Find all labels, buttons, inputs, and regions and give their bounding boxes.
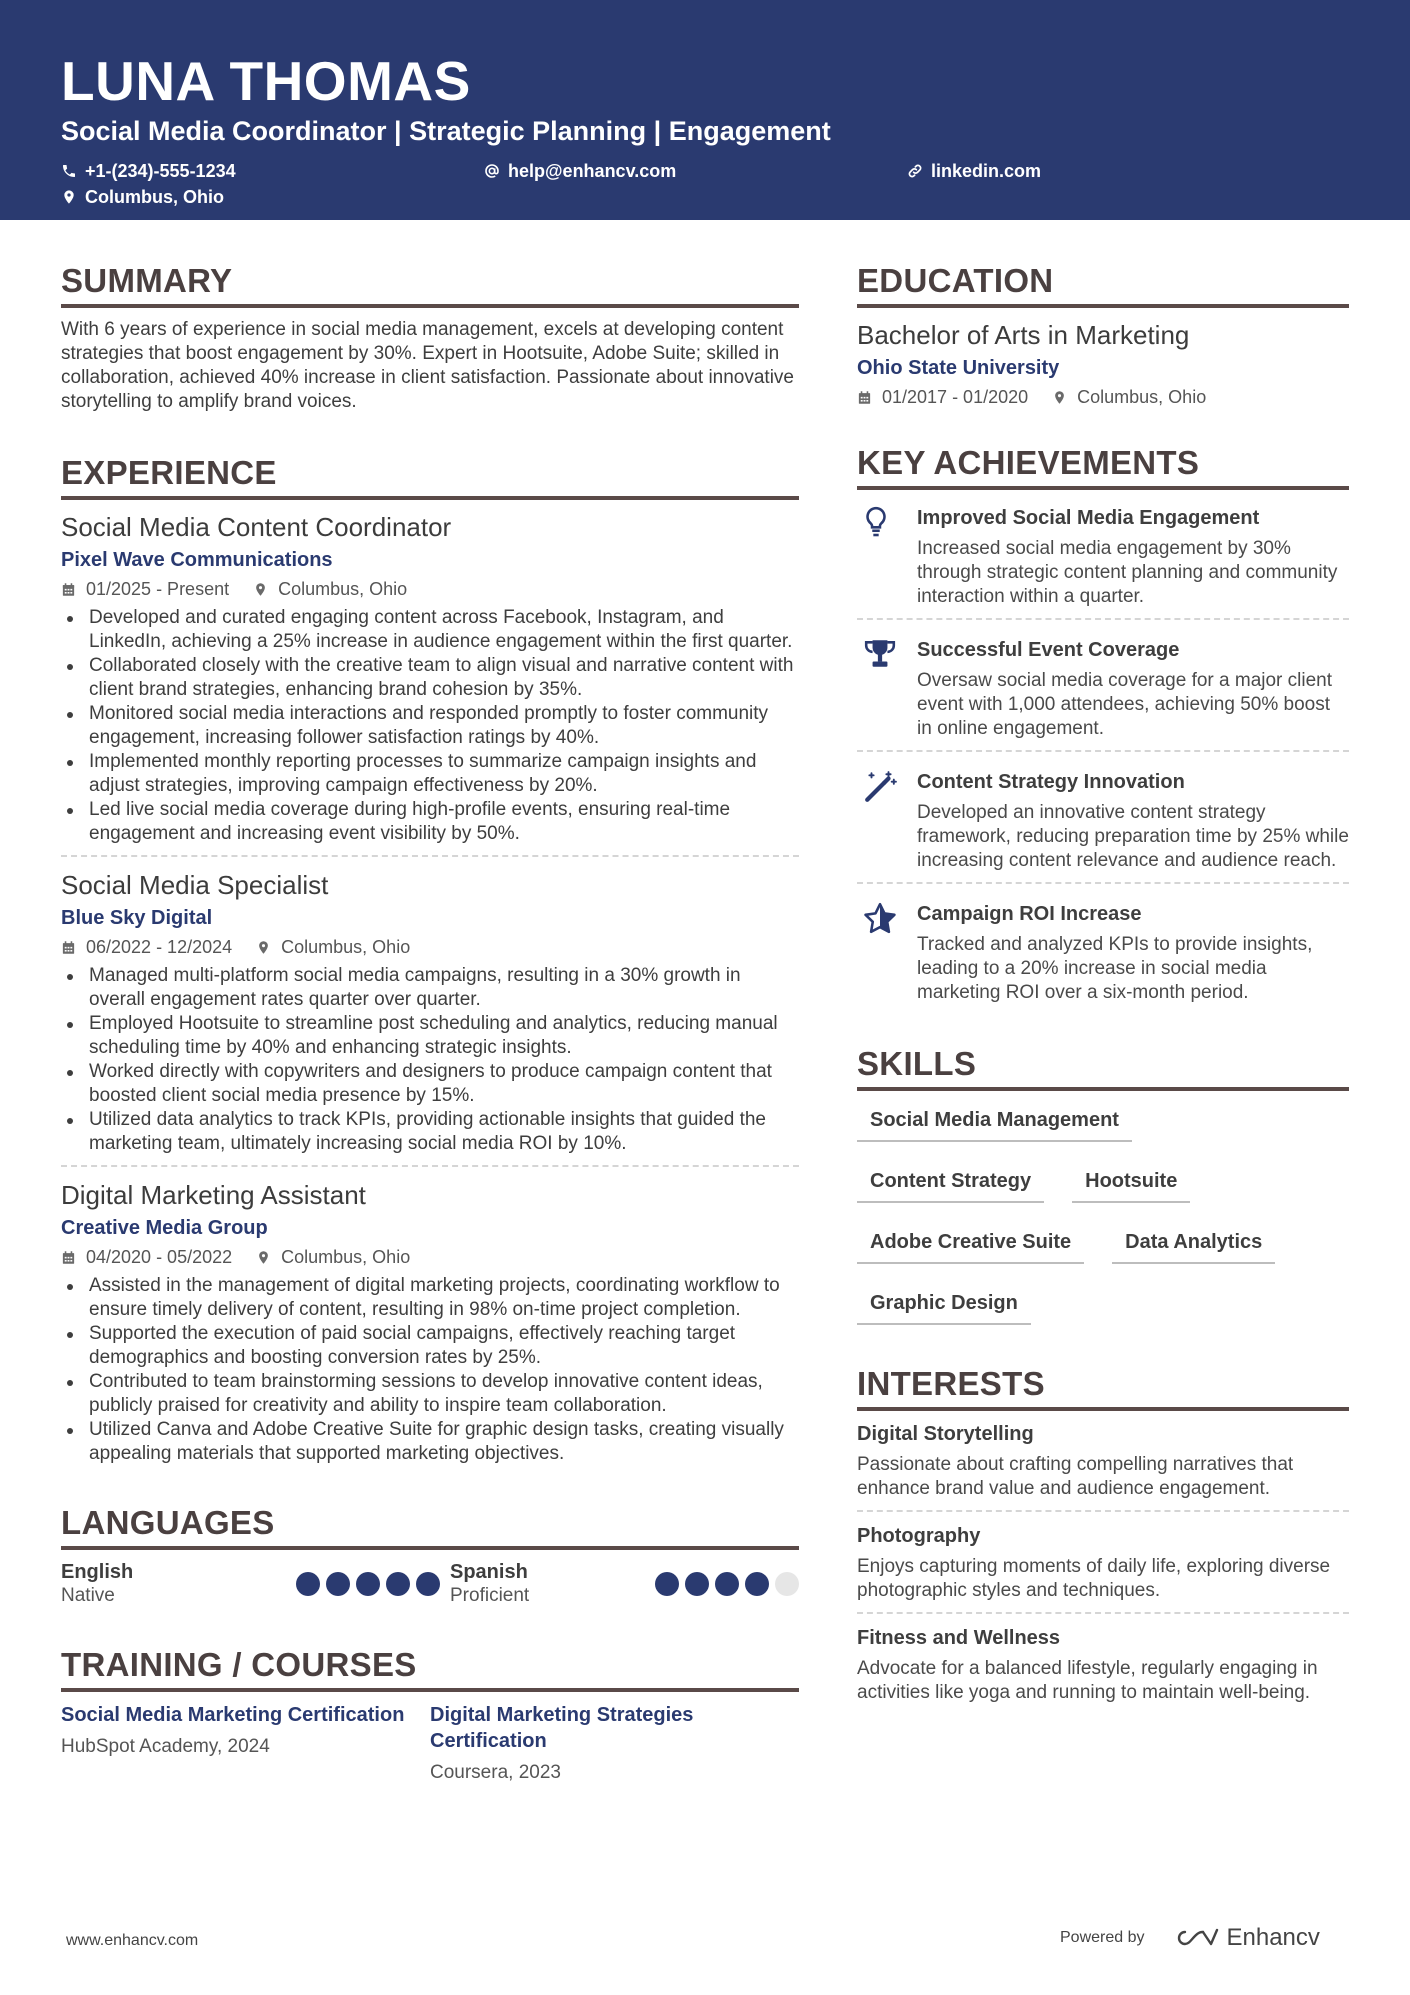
education-title: EDUCATION — [857, 260, 1349, 308]
job-divider — [61, 1165, 799, 1167]
interest-item — [857, 1523, 1349, 1603]
contact-location — [61, 184, 461, 210]
location-pin-icon — [256, 1250, 271, 1265]
skill-tag: Social Media Management — [857, 1101, 1132, 1142]
education-school: Ohio State University — [857, 357, 1060, 379]
achievement-title: Content Strategy Innovation — [917, 771, 1185, 793]
magic-wand-icon — [857, 768, 917, 873]
training-list — [61, 1702, 799, 1786]
rating-dot-filled — [745, 1572, 769, 1596]
rating-dot-filled — [655, 1572, 679, 1596]
rating-dot-filled — [715, 1572, 739, 1596]
contact-phone — [61, 158, 484, 184]
job-bullet: Assisted in the management of digital marketing projects, coordinating workflow to ensure timely delivery of content, resulting in 98% on-time project completion. — [61, 1274, 799, 1322]
interest-item — [857, 1625, 1349, 1705]
skill-tag: Content Strategy — [857, 1162, 1044, 1203]
training-title-text: Social Media Marketing Certification — [61, 1704, 405, 1726]
job-dates: 01/2025 - Present — [86, 579, 230, 599]
experience-title: EXPERIENCE — [61, 452, 799, 500]
interest-desc: Enjoys capturing moments of daily life, exploring diverse photographic styles and techniques. — [857, 1556, 1331, 1601]
job-role: Social Media Content Coordinator — [61, 512, 452, 542]
achievement-title: Improved Social Media Engagement — [917, 507, 1260, 529]
achievement-desc: Developed an innovative content strategy framework, reducing preparation time by 25% while increasing content relevance and audience reach. — [917, 802, 1349, 871]
job-bullet: Developed and curated engaging content across Facebook, Instagram, and LinkedIn, achieving a 25% increase in audience engagement within the first quarter. — [61, 606, 799, 654]
language-item — [61, 1560, 450, 1608]
job-meta — [61, 576, 799, 602]
training-item — [61, 1702, 430, 1786]
education-meta — [857, 384, 1349, 410]
job-location: Columbus, Ohio — [281, 1247, 411, 1267]
summary-title: SUMMARY — [61, 260, 799, 308]
brand-name: Enhancv — [1226, 1924, 1320, 1951]
rating-dot-filled — [326, 1572, 350, 1596]
interests-section — [857, 1363, 1349, 1705]
achievement-desc: Tracked and analyzed KPIs to provide insights, leading to a 20% increase in social media marketing ROI over a six-month period. — [917, 934, 1313, 1003]
job-divider — [61, 855, 799, 857]
candidate-tagline: Social Media Coordinator | Strategic Planning | Engagement — [61, 116, 831, 146]
job-meta — [61, 1244, 799, 1270]
location-pin-icon — [61, 189, 77, 205]
job-entry — [61, 1178, 799, 1466]
training-title-text: Digital Marketing Strategies Certification — [430, 1704, 694, 1752]
education-dates: 01/2017 - 01/2020 — [882, 387, 1029, 407]
education-location: Columbus, Ohio — [1077, 387, 1207, 407]
language-item — [450, 1560, 799, 1608]
interest-divider — [857, 1612, 1349, 1614]
resume-header — [0, 0, 1410, 220]
job-bullet: Supported the execution of paid social campaigns, effectively reaching target demographics and boosting conversion rates by 25%. — [61, 1322, 799, 1370]
location-pin-icon — [256, 940, 271, 955]
interest-desc: Passionate about crafting compelling narratives that enhance brand value and audience engagement. — [857, 1454, 1294, 1499]
enhancv-logo[interactable] — [1171, 1924, 1320, 1952]
job-bullet: Contributed to team brainstorming sessions to develop innovative content ideas, publicly praised for creativity and ability to inspire team collaboration. — [61, 1370, 799, 1418]
footer-branding — [1060, 1924, 1320, 1952]
achievements-title: KEY ACHIEVEMENTS — [857, 442, 1349, 490]
achievement-item — [857, 632, 1349, 741]
education-section — [857, 260, 1349, 410]
rating-dot-filled — [356, 1572, 380, 1596]
lightbulb-icon — [857, 504, 917, 609]
job-company: Pixel Wave Communications — [61, 549, 333, 571]
language-level: Native — [61, 1585, 115, 1606]
skill-tag: Data Analytics — [1112, 1223, 1275, 1264]
language-rating — [296, 1572, 440, 1608]
link-icon — [907, 163, 923, 179]
languages-section — [61, 1502, 799, 1608]
candidate-name: LUNA THOMAS — [61, 50, 471, 112]
rating-dot-filled — [386, 1572, 410, 1596]
location-pin-icon — [1052, 390, 1067, 405]
job-bullet: Utilized Canva and Adobe Creative Suite for graphic design tasks, creating visually appealing materials that supported marketing objectives. — [61, 1418, 799, 1466]
job-bullet: Collaborated closely with the creative team to align visual and narrative content with client brand strategies, enhancing brand cohesion by 35%. — [61, 654, 799, 702]
achievement-title: Campaign ROI Increase — [917, 903, 1142, 925]
languages-list — [61, 1560, 799, 1608]
experience-section — [61, 452, 799, 1466]
job-entry — [61, 868, 799, 1156]
location-text: Columbus, Ohio — [85, 186, 224, 207]
job-meta — [61, 934, 799, 960]
job-bullet: Employed Hootsuite to streamline post scheduling and analytics, reducing manual scheduling time by 40% and enhancing strategic insights. — [61, 1012, 799, 1060]
interest-title: Photography — [857, 1525, 981, 1547]
languages-title: LANGUAGES — [61, 1502, 799, 1550]
training-section — [61, 1644, 799, 1786]
language-name: Spanish — [450, 1561, 528, 1583]
rating-dot-filled — [416, 1572, 440, 1596]
contact-email[interactable] — [484, 158, 907, 184]
achievement-item — [857, 764, 1349, 873]
rating-dot-filled — [685, 1572, 709, 1596]
achievement-title: Successful Event Coverage — [917, 639, 1180, 661]
job-bullets — [61, 606, 799, 846]
interest-item — [857, 1421, 1349, 1501]
linkedin-text[interactable]: linkedin.com — [931, 160, 1042, 181]
job-entry — [61, 510, 799, 846]
interest-desc: Advocate for a balanced lifestyle, regularly engaging in activities like yoga and running to maintain well-being. — [857, 1658, 1318, 1703]
skill-tag: Graphic Design — [857, 1284, 1031, 1325]
language-name: English — [61, 1561, 134, 1583]
calendar-icon — [857, 390, 872, 405]
interest-divider — [857, 1510, 1349, 1512]
training-title: TRAINING / COURSES — [61, 1644, 799, 1692]
achievement-divider — [857, 618, 1349, 620]
language-level: Proficient — [450, 1585, 530, 1606]
job-role: Digital Marketing Assistant — [61, 1180, 366, 1210]
summary-section — [61, 260, 799, 414]
job-location: Columbus, Ohio — [278, 579, 408, 599]
interest-title: Digital Storytelling — [857, 1423, 1034, 1445]
achievement-item — [857, 500, 1349, 609]
job-bullets — [61, 1274, 799, 1466]
interest-title: Fitness and Wellness — [857, 1627, 1061, 1649]
contact-linkedin[interactable] — [907, 158, 1207, 184]
star-icon — [857, 900, 917, 1005]
rating-dot-empty — [775, 1572, 799, 1596]
skill-tag: Hootsuite — [1072, 1162, 1190, 1203]
powered-by-label: Powered by — [1060, 1929, 1145, 1946]
training-provider: Coursera, 2023 — [430, 1762, 561, 1783]
skills-section — [857, 1043, 1349, 1345]
training-provider: HubSpot Academy, 2024 — [61, 1736, 270, 1757]
phone-icon — [61, 163, 77, 179]
phone-text: +1-(234)-555-1234 — [85, 160, 236, 181]
trophy-icon — [857, 636, 917, 741]
contact-info — [61, 158, 1349, 210]
education-degree: Bachelor of Arts in Marketing — [857, 320, 1190, 350]
achievement-desc: Oversaw social media coverage for a major client event with 1,000 attendees, achieving 50% boost in online engagement. — [917, 670, 1333, 739]
job-bullet: Implemented monthly reporting processes to summarize campaign insights and adjust strategies, improving campaign effectiveness by 20%. — [61, 750, 799, 798]
calendar-icon — [61, 1250, 76, 1265]
job-bullet: Led live social media coverage during high-profile events, ensuring real-time engagement and increasing event visibility by 50%. — [61, 798, 799, 846]
skills-list — [857, 1101, 1349, 1345]
enhancv-logo-icon — [1171, 1926, 1219, 1950]
job-bullet: Utilized data analytics to track KPIs, providing actionable insights that guided the marketing team, ultimately increasing social media ROI by 10%. — [61, 1108, 799, 1156]
email-text[interactable]: help@enhancv.com — [508, 160, 677, 181]
language-rating — [655, 1572, 799, 1608]
at-icon — [484, 163, 500, 179]
achievements-section — [857, 442, 1349, 1005]
skills-title: SKILLS — [857, 1043, 1349, 1091]
training-item — [430, 1702, 799, 1786]
location-pin-icon — [253, 582, 268, 597]
left-column — [61, 260, 799, 1786]
job-dates: 06/2022 - 12/2024 — [86, 937, 233, 957]
right-column — [857, 260, 1349, 1705]
achievement-item — [857, 896, 1349, 1005]
job-bullet: Monitored social media interactions and responded promptly to foster community engagement, increasing follower satisfaction ratings by 40%. — [61, 702, 799, 750]
job-company: Blue Sky Digital — [61, 907, 213, 929]
job-company: Creative Media Group — [61, 1217, 268, 1239]
rating-dot-filled — [296, 1572, 320, 1596]
job-bullet: Managed multi-platform social media campaigns, resulting in a 30% growth in overall engagement rates quarter over quarter. — [61, 964, 799, 1012]
skill-tag: Adobe Creative Suite — [857, 1223, 1084, 1264]
job-role: Social Media Specialist — [61, 870, 329, 900]
calendar-icon — [61, 940, 76, 955]
job-bullets — [61, 964, 799, 1156]
achievement-divider — [857, 750, 1349, 752]
job-bullet: Worked directly with copywriters and designers to produce campaign content that boosted client social media presence by 15%. — [61, 1060, 799, 1108]
achievement-divider — [857, 882, 1349, 884]
interests-title: INTERESTS — [857, 1363, 1349, 1411]
footer-website[interactable]: www.enhancv.com — [66, 1932, 199, 1949]
summary-text: With 6 years of experience in social media management, excels at developing content strategies that boost engagement by 30%. Expert in Hootsuite, Adobe Suite; skilled in collaboration, achieved 40% increase in client satisfaction. Passionate about innovative storytelling to amplify brand voices. — [61, 319, 795, 412]
job-location: Columbus, Ohio — [281, 937, 411, 957]
achievement-desc: Increased social media engagement by 30% through strategic content planning and community interaction within a quarter. — [917, 538, 1338, 607]
calendar-icon — [61, 582, 76, 597]
job-dates: 04/2020 - 05/2022 — [86, 1247, 233, 1267]
